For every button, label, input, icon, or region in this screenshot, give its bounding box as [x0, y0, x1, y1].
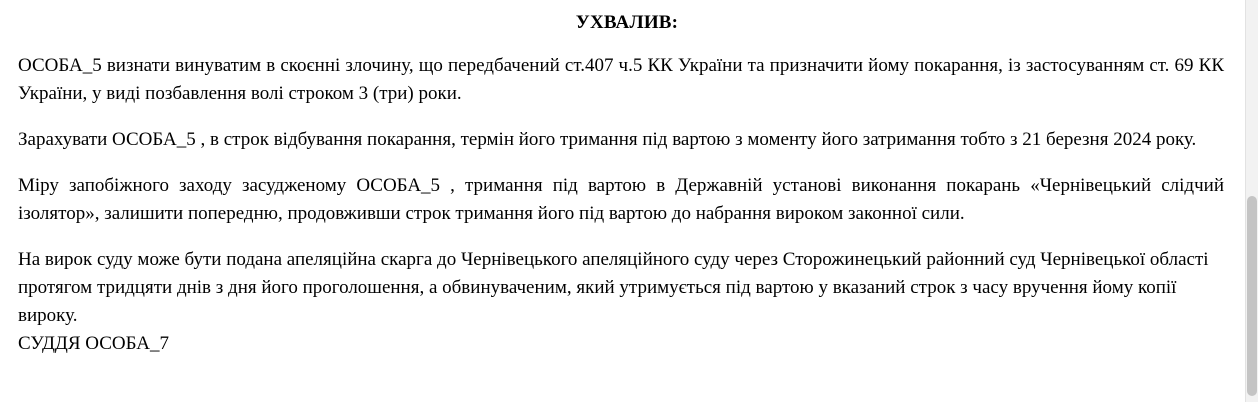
paragraph-preventive-measure: Міру запобіжного заходу засудженому ОСОБА_5 , тримання під вартою в Державній установі виконання покарань «Чернівецький слідчий ізолятор», залишити попередню, продовживши строк тримання його під вартою до набрання вироком законної сили. [18, 175, 1224, 224]
paragraph-detention-credit: Зарахувати ОСОБА_5 , в строк відбування покарання, термін його тримання під вартою з моменту його затримання тобто з 21 березня 2024 року. [18, 129, 1197, 150]
judge-signature-line: СУДДЯ ОСОБА_7 [18, 333, 170, 354]
vertical-scrollbar[interactable] [1245, 0, 1258, 402]
page-title: УХВАЛИВ: [575, 12, 679, 33]
scrollbar-thumb[interactable] [1247, 196, 1257, 396]
paragraph-appeal-rights: На вирок суду може бути подана апеляційна скарга до Чернівецького апеляційного суду через Сторожинецький районний суд Чернівецької області протягом тридцяти днів з дня його проголошення, а обвинуваченим, який утримується під вартою у вказаний строк з часу вручення йому копії вироку. [18, 249, 1209, 326]
paragraph-verdict-sentence: ОСОБА_5 визнати винуватим в скоєнні злочину, що передбачений ст.407 ч.5 КК України та призначити йому покарання, із застосуванням ст. 69 КК України, у виді позбавлення волі строком 3 (три) роки. [18, 55, 1224, 104]
